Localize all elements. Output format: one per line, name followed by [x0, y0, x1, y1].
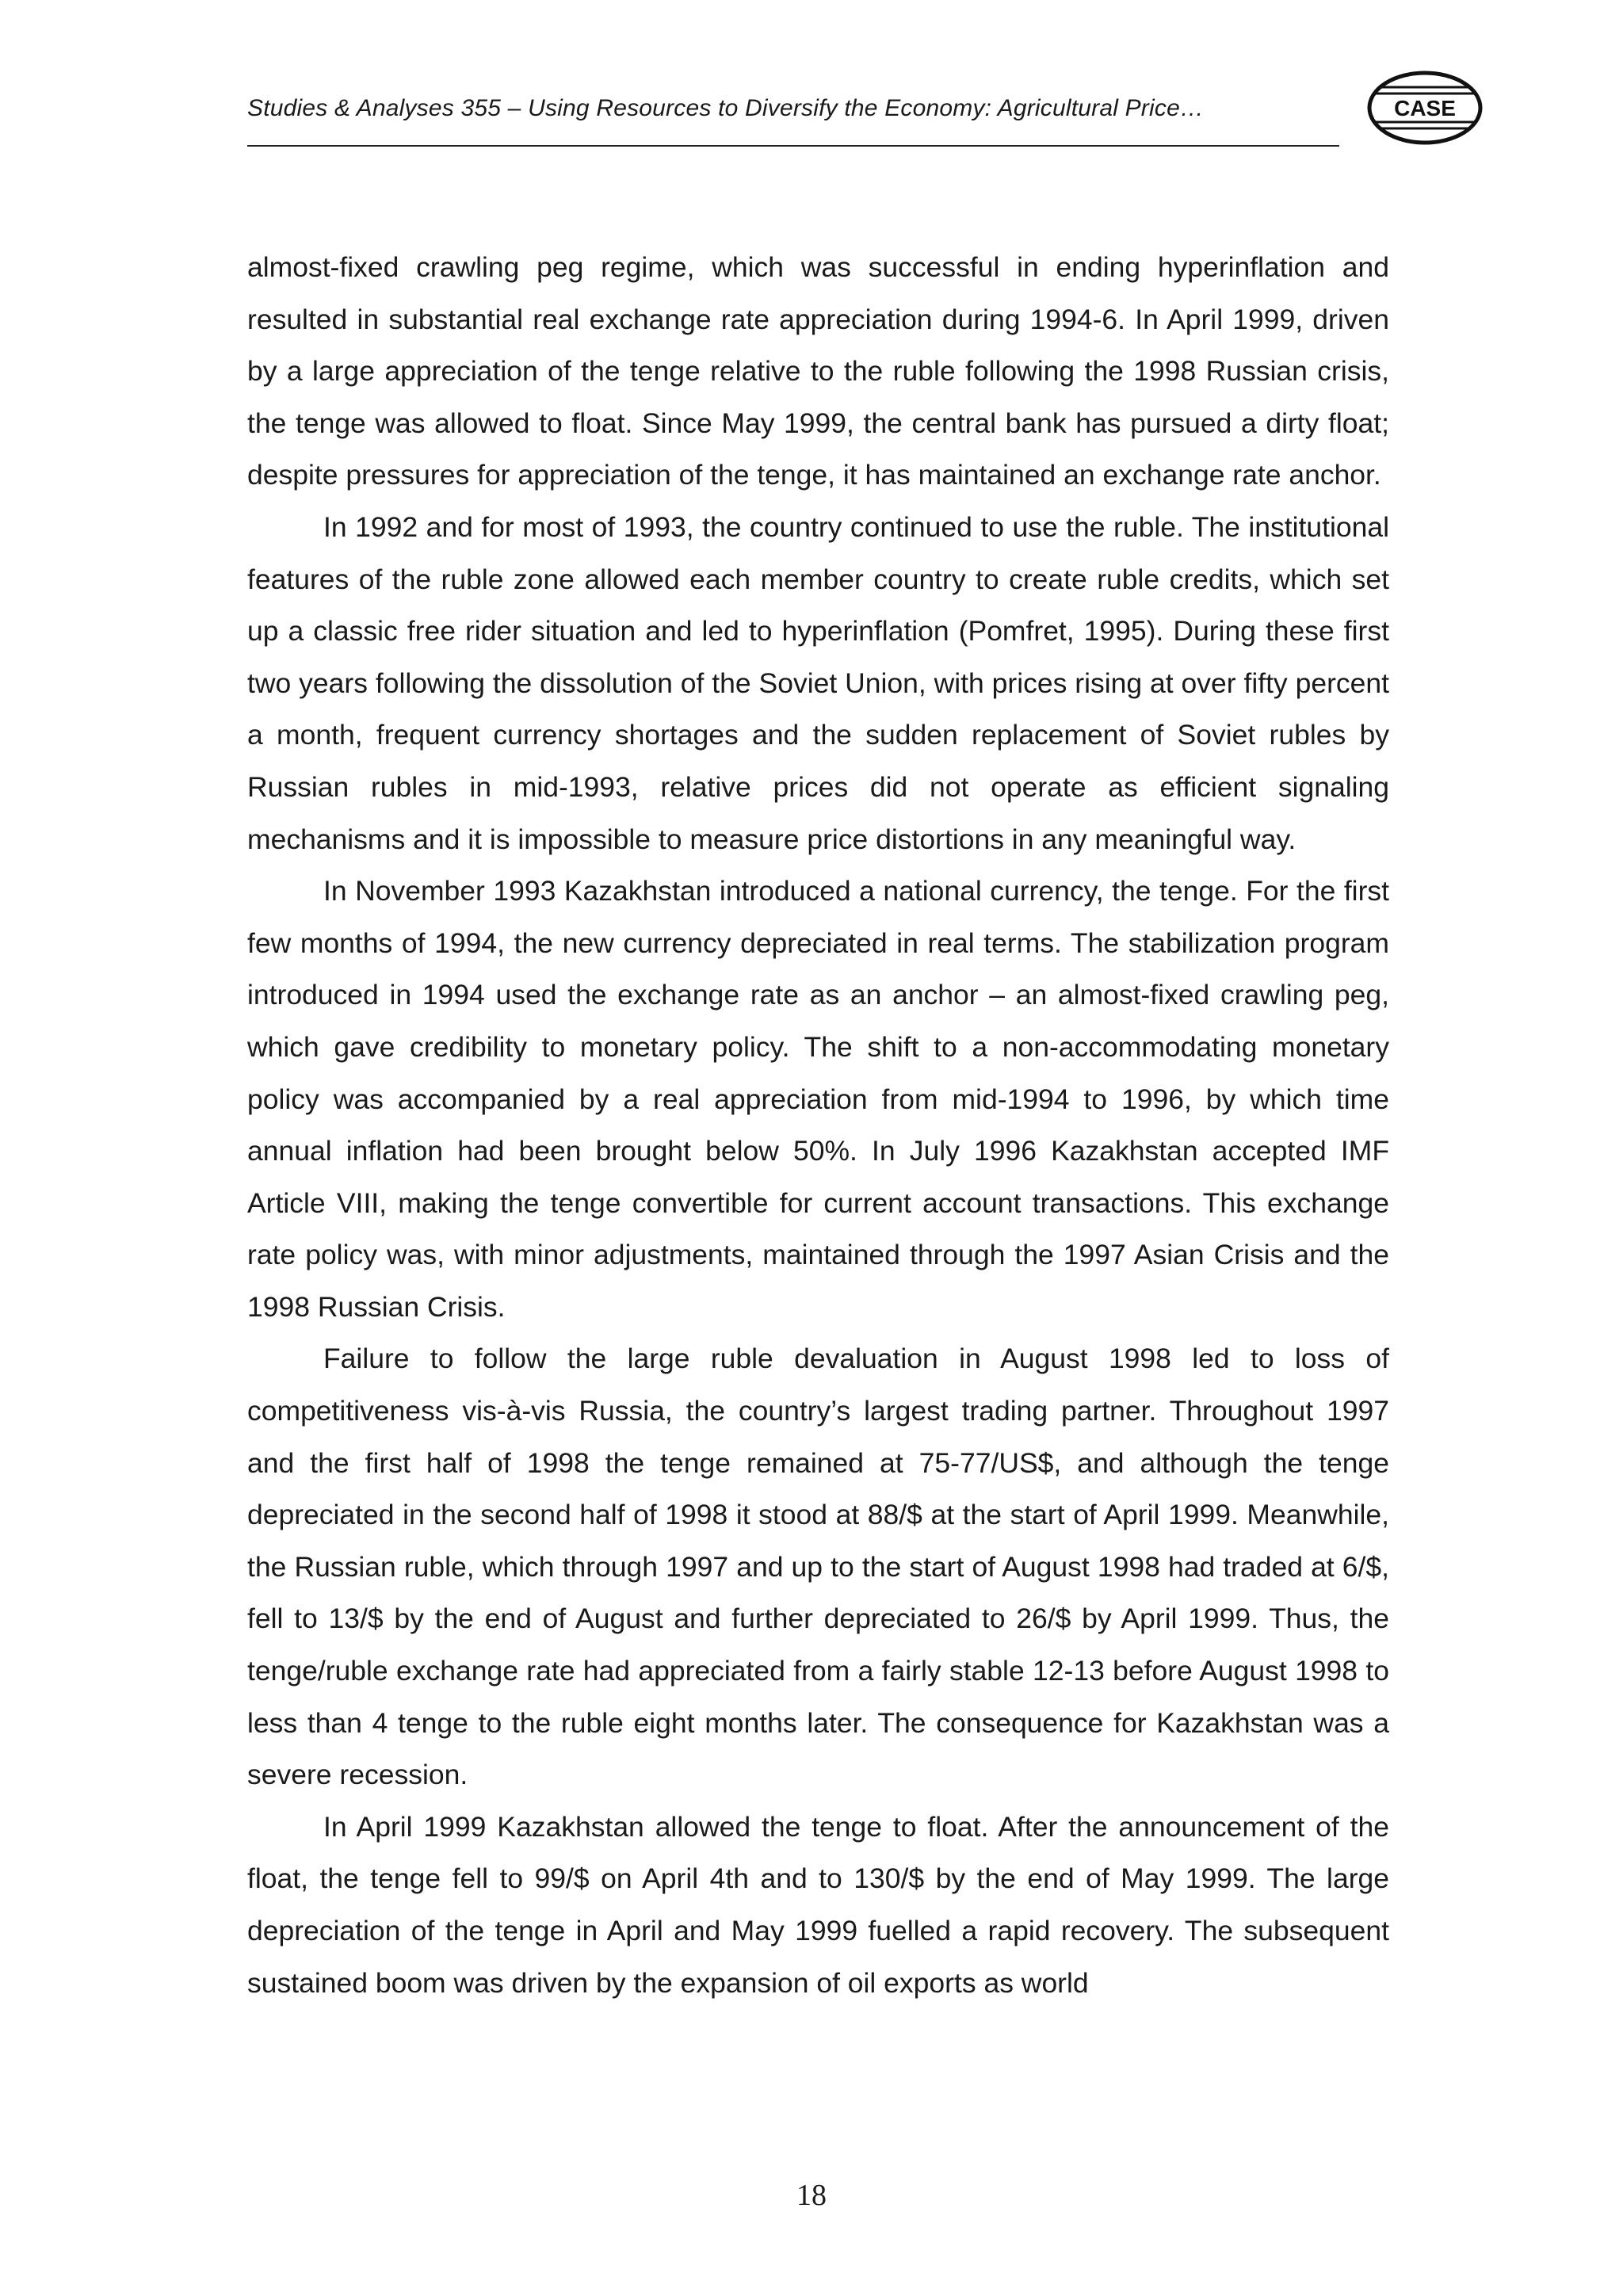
paragraph: In April 1999 Kazakhstan allowed the tenge to float. After the announcement of the float, the tenge fell to 99/$ on April 4th and to 130/$ by the end of May 1999. The large depreciation of the tenge in April and May 1999 fuelled a rapid recovery. The subsequent sustained boom was driven by the expansion of oil exports as world	[247, 1810, 1389, 1999]
page-body	[247, 242, 1389, 2009]
case-logo	[1366, 70, 1484, 146]
running-header	[247, 89, 1339, 146]
paragraph: In November 1993 Kazakhstan introduced a national currency, the tenge. For the first few months of 1994, the new currency depreciated in real terms. The stabilization program introduced in 1994 used the exchange rate as an anchor – an almost-fixed crawling peg, which gave credibility to monetary policy. The shift to a non-accommodating monetary policy was accompanied by a real appreciation from mid-1994 to 1996, by which time annual inflation had been brought below 50%. In July 1996 Kazakhstan accepted IMF Article VIII, making the tenge convertible for current account transactions. This exchange rate policy was, with minor adjustments, maintained through the 1997 Asian Crisis and the 1998 Russian Crisis.	[247, 875, 1389, 1323]
paragraph: Failure to follow the large ruble devaluation in August 1998 led to loss of competitiveness vis-à-vis Russia, the country’s largest trading partner. Throughout 1997 and the first half of 1998 the tenge remained at 75-77/US$, and although the tenge depreciated in the second half of 1998 it stood at 88/$ at the start of April 1999. Meanwhile, the Russian ruble, which through 1997 and up to the start of August 1998 had traded at 6/$, fell to 13/$ by the end of August and further depreciated to 26/$ by April 1999. Thus, the tenge/ruble exchange rate had appreciated from a fairly stable 12-13 before August 1998 to less than 4 tenge to the ruble eight months later. The consequence for Kazakhstan was a severe recession.	[247, 1343, 1389, 1791]
paragraph: In 1992 and for most of 1993, the country continued to use the ruble. The institutional features of the ruble zone allowed each member country to create ruble credits, which set up a classic free rider situation and led to hyperinflation (Pomfret, 1995). During these first two years following the dissolution of the Soviet Union, with prices rising at over fifty percent a month, frequent currency shortages and the sudden replacement of Soviet rubles by Russian rubles in mid-1993, relative prices did not operate as efficient signaling mechanisms and it is impossible to measure price distortions in any meaningful way.	[247, 510, 1389, 855]
page-number: 18	[796, 2179, 827, 2212]
paragraph: almost-fixed crawling peg regime, which was successful in ending hyperinflation and resulted in substantial real exchange rate appreciation during 1994-6. In April 1999, driven by a large appreciation of the tenge relative to the ruble following the 1998 Russian crisis, the tenge was allowed to float. Since May 1999, the central bank has pursued a dirty float; despite pressures for appreciation of the tenge, it has maintained an exchange rate anchor.	[247, 251, 1389, 491]
logo-text: CASE	[1394, 96, 1456, 120]
case-logo-icon	[1366, 70, 1484, 146]
header-rule	[247, 145, 1339, 147]
header-title: Studies & Analyses 355 – Using Resources to Diversify the Economy: Agricultural Price…	[247, 95, 1205, 121]
